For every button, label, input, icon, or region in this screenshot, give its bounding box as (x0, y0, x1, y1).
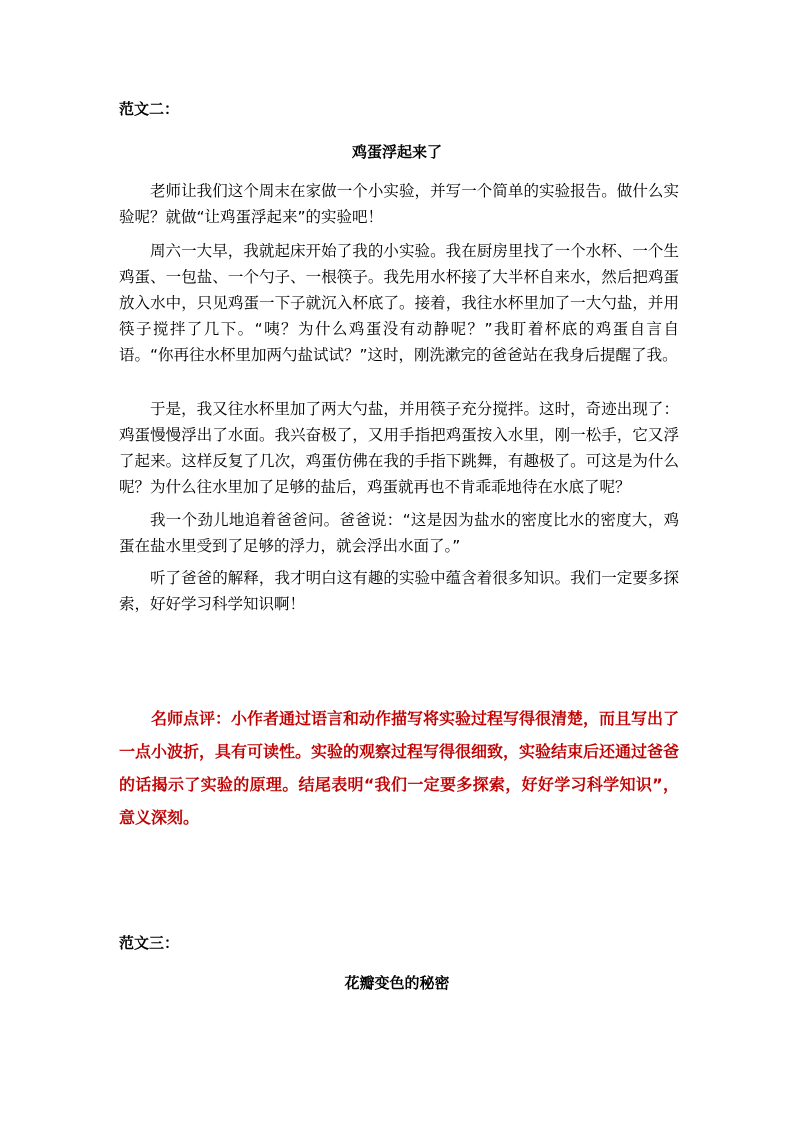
essay-paragraph: 老师让我们这个周末在家做一个小实验，并写一个简单的实验报告。做什么实验呢？就做“让鸡蛋浮起来”的实验吧！ (119, 182, 679, 226)
essay-title: 鸡蛋浮起来了 (351, 143, 442, 161)
essay-paragraph: 于是，我又往水杯里加了两大勺盐，并用筷子充分搅拌。这时，奇迹出现了：鸡蛋慢慢浮出了水面。我兴奋极了，又用手指把鸡蛋按入水里，刚一松手，它又浮了起来。这样反复了几次，鸡蛋仿佛在我的手指下跳舞，有趣极了。可这是为什么呢？为什么往水里加了足够的盐后，鸡蛋就再也不肯乖乖地待在水底了呢？ (119, 400, 679, 496)
section-label-essay-2: 范文二： (119, 100, 180, 118)
essay-title: 花瓣变色的秘密 (344, 974, 450, 992)
essay-paragraph: 听了爸爸的解释，我才明白这有趣的实验中蕴含着很多知识。我们一定要多探索，好好学习科学知识啊！ (119, 569, 679, 613)
essay-paragraph: 周六一大早，我就起床开始了我的小实验。我在厨房里找了一个水杯、一个生鸡蛋、一包盐、一个勺子、一根筷子。我先用水杯接了大半杯自来水，然后把鸡蛋放入水中，只见鸡蛋一下子就沉入杯底了。接着，我往水杯里加了一大勺盐，并用筷子搅拌了几下。“咦？为什么鸡蛋没有动静呢？”我盯着杯底的鸡蛋自言自语。“你再往水杯里加两勺盐试试？”这时，刚洗漱完的爸爸站在我身后提醒了我。 (119, 242, 679, 364)
section-label-essay-3: 范文三： (119, 934, 180, 952)
teacher-commentary: 名师点评：小作者通过语言和动作描写将实验过程写得很清楚，而且写出了一点小波折，具有可读性。实验的观察过程写得很细致，实验结束后还通过爸爸的话揭示了实验的原理。结尾表明“我们一定要多探索，好好学习科学知识”，意义深刻。 (119, 709, 680, 827)
essay-paragraph: 我一个劲儿地追着爸爸问。爸爸说：“这是因为盐水的密度比水的密度大，鸡蛋在盐水里受到了足够的浮力，就会浮出水面了。” (119, 511, 679, 555)
